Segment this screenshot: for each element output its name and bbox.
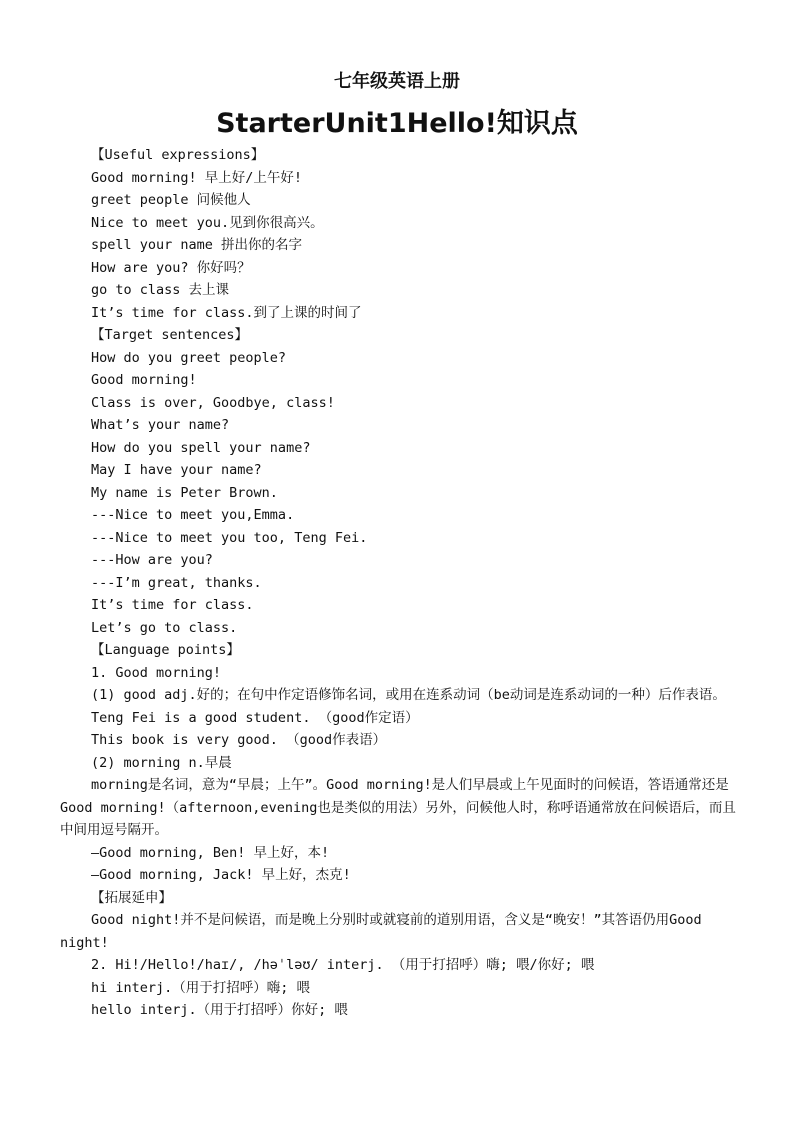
- sentence-line: Class is over, Goodbye, class!: [91, 394, 335, 411]
- sentence-line: ---Nice to meet you,Emma.: [91, 507, 295, 523]
- document-body: [60, 144, 740, 1022]
- definition-line: hello interj.（用于打招呼）你好; 喂: [91, 1002, 348, 1018]
- expression-line: How are you? 你好吗？: [91, 259, 251, 276]
- sentence-line: ---I’m great, thanks.: [91, 574, 262, 591]
- section-heading-useful-expressions: 【Useful expressions】: [91, 147, 265, 163]
- expression-line: Nice to meet you.见到你很高兴。: [91, 214, 324, 231]
- expression-line: Good morning! 早上好/上午好!: [91, 169, 303, 186]
- point-1-morning-explanation: morning是名词，意为“早晨；上午”。Good morning!是人们早晨或上午见面时的问候语，答语通常还是Good morning!（afternoon,evening也是类似的用法）另外，问候他人时，称呼语通常放在问候语后，而且中间用逗号隔开。: [60, 777, 736, 838]
- document-title: StarterUnit1Hello!知识点: [216, 108, 578, 139]
- sentence-line: Good morning!: [91, 372, 197, 388]
- dialog-line: —Good morning, Ben! 早上好，本!: [91, 844, 330, 861]
- expression-line: spell your name 拼出你的名字: [91, 237, 303, 253]
- expression-line: greet people 问候他人: [91, 192, 251, 208]
- point-2-title: 2. Hi!/Hello!/haɪ/, /həˈləʊ/ interj. （用于打招呼）嗨; 喂/你好; 喂: [91, 957, 595, 973]
- point-1-morning-title: (2) morning n.早晨: [91, 754, 232, 771]
- sentence-line: What’s your name?: [91, 417, 230, 433]
- definition-line: hi interj.（用于打招呼）嗨; 喂: [91, 979, 311, 996]
- sentence-line: ---Nice to meet you too, Teng Fei.: [91, 529, 368, 546]
- example-sentence: Teng Fei is a good student. （good作定语）: [91, 709, 419, 726]
- sentence-line: May I have your name?: [91, 462, 262, 478]
- sentence-line: Let’s go to class.: [91, 619, 238, 636]
- section-heading-extension: 【拓展延申】: [91, 889, 172, 906]
- sentence-line: How do you greet people?: [91, 349, 287, 366]
- dialog-line: —Good morning, Jack! 早上好，杰克!: [91, 867, 351, 883]
- sentence-line: It’s time for class.: [91, 597, 254, 613]
- point-1-good-explanation: (1) good adj.好的；在句中作定语修饰名词，或用在连系动词（be动词是连系动词的一种）后作表语。: [91, 687, 726, 703]
- expression-line: go to class 去上课: [91, 282, 230, 298]
- extension-text: Good night!并不是问候语，而是晚上分别时或就寝前的道别用语，含义是“晚安！”其答语仍用Good night!: [60, 912, 702, 951]
- sentence-line: ---How are you?: [91, 552, 213, 568]
- expression-line: It’s time for class.到了上课的时间了: [91, 304, 362, 321]
- example-sentence: This book is very good. （good作表语）: [91, 732, 387, 748]
- section-heading-target-sentences: 【Target sentences】: [91, 327, 249, 343]
- document-subtitle: 七年级英语上册: [334, 71, 460, 92]
- point-1-title: 1. Good morning!: [91, 664, 222, 681]
- section-heading-language-points: 【Language points】: [91, 642, 240, 658]
- sentence-line: My name is Peter Brown.: [91, 484, 278, 501]
- sentence-line: How do you spell your name?: [91, 439, 311, 456]
